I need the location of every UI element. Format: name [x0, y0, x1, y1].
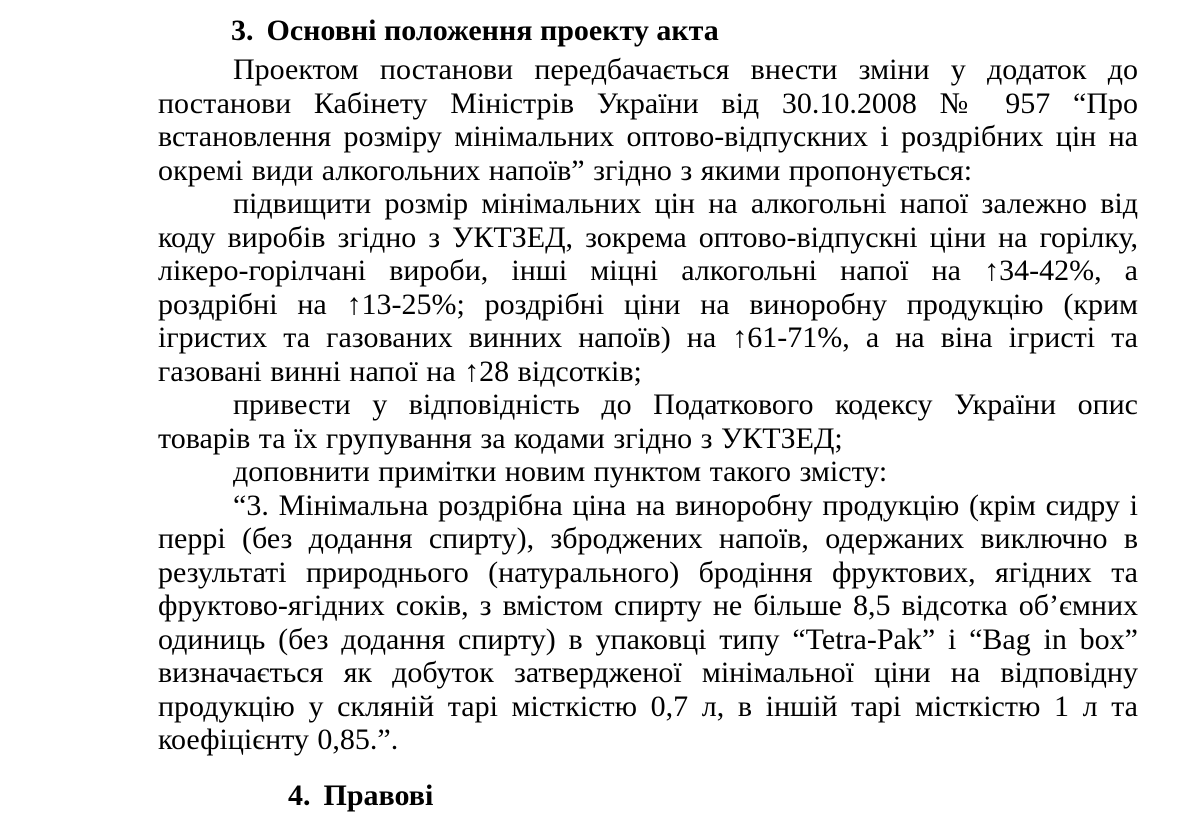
section-number: 4.	[288, 779, 311, 812]
paragraph-quoted-clause-3: “3. Мінімальна роздрібна ціна на виноробну продукцію (крім сидру і перрі (без додання спирту), зброджених напоїв, одержаних виключно в результаті природнього (натурального) бродіння фруктових, ягідних та фруктово-ягідних соків, з вмістом спирту не більше 8,5 відсотка об’ємних одиниць (без додання спирту) в упаковці типу “Tetra-Pak” і “Bag in box” визначається як добуток затвердженої мінімальної ціни на відповідну продукцію у скляній тарі місткістю 0,7 л, в іншій тарі місткістю 1 л та коефіцієнту 0,85.”.	[158, 488, 1138, 756]
section-heading-4-partial	[288, 779, 433, 813]
document-page	[158, 14, 1138, 757]
paragraph-notes-amendment: доповнити примітки новим пунктом такого змісту:	[233, 455, 888, 488]
section-number: 3.	[231, 14, 254, 47]
paragraph-price-increase: підвищити розмір мінімальних цін на алкогольні напої залежно від коду виробів згідно з УКТЗЕД, зокрема оптово-відпускні ціни на горілку, лікеро-горілчані вироби, інші міцні алкогольні напої на ↑34-42%, а роздрібні на ↑13-25%; роздрібні ціни на виноробну продукцію (крим ігристих та газованих винних напоїв) на ↑61-71%, а на віна ігристі та газовані винні напої на ↑28 відсотків;	[158, 187, 1138, 388]
section-heading-3	[158, 14, 1138, 48]
section-title: Основні положення проекту акта	[266, 14, 719, 47]
paragraph-tax-code: привести у відповідність до Податкового кодексу України опис товарів та їх групування за кодами згідно з УКТЗЕД;	[158, 388, 1138, 455]
paragraph-intro: Проектом постанови передбачається внести зміни у додаток до постанови Кабінету Міністрів України від 30.10.2008 № 957 “Про встановлення розміру мінімальних оптово-відпускних і роздрібних цін на окремі види алкогольних напоїв” згідно з якими пропонується:	[158, 53, 1138, 187]
section-title-fragment: Правові	[323, 779, 434, 812]
